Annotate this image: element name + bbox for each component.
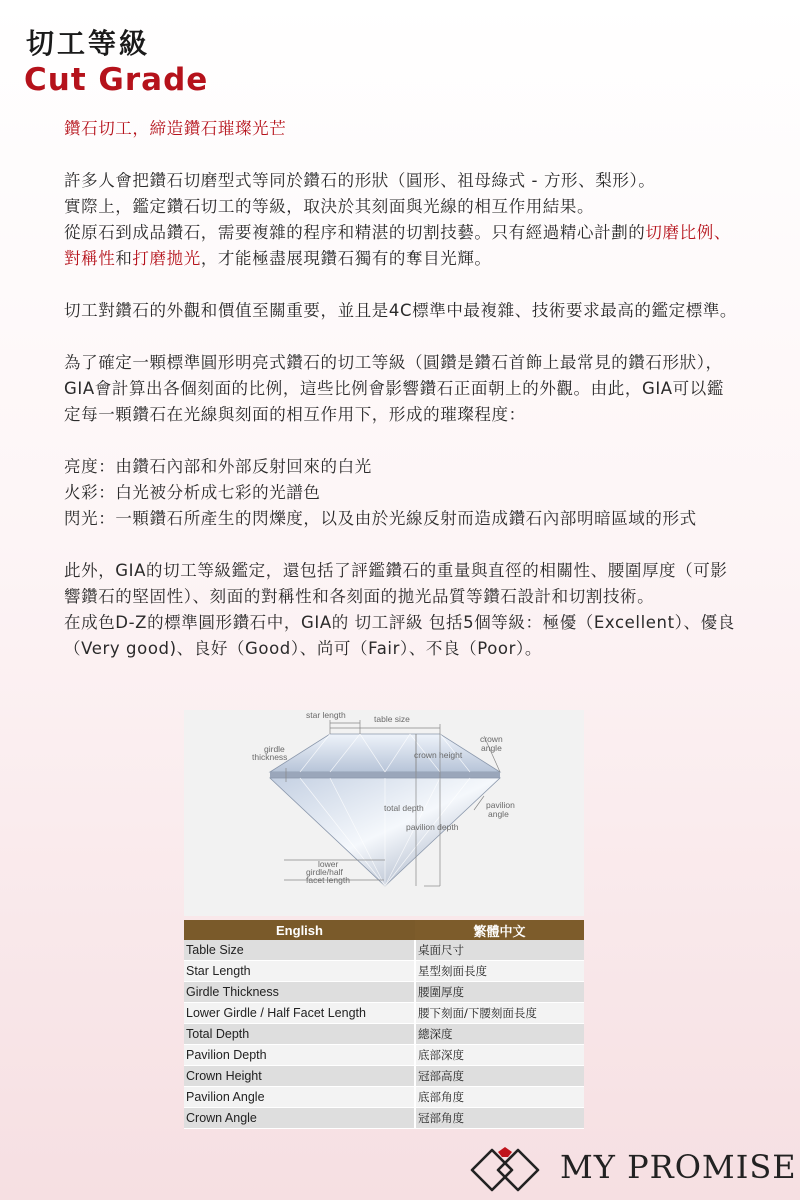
def-desc: 白光被分析成七彩的光譜色 xyxy=(115,483,321,502)
highlight-polish: 打磨拋光 xyxy=(132,249,201,268)
cell-en: Crown Height xyxy=(184,1066,415,1087)
paragraph-5: 在成色D-Z的標準圓形鑽石中，GIA的 切工評級 包括5個等級：極優（Excellent）、優良（Very good)、良好（Good）、尚可（Fair）、不良（Poor）。 xyxy=(64,613,735,658)
cell-zh: 底部角度 xyxy=(415,1087,584,1108)
terminology-table-wrap xyxy=(184,920,584,1129)
highlight-separator: 、 xyxy=(713,223,731,242)
article-subtitle: 鑽石切工，締造鑽石璀璨光芒 xyxy=(64,119,287,138)
table-row xyxy=(184,1087,584,1108)
def-desc: 一顆鑽石所產生的閃爍度，以及由於光線反射而造成鑽石內部明暗區域的形式 xyxy=(115,509,697,528)
def-desc: 由鑽石內部和外部反射回來的白光 xyxy=(115,457,372,476)
terminology-table xyxy=(184,920,584,1129)
highlight-cut-proportion: 切磨比例 xyxy=(645,223,714,242)
label-lower: lower xyxy=(318,859,339,869)
label-pavilion: pavilion xyxy=(486,800,515,810)
cell-zh: 冠部角度 xyxy=(415,1108,584,1129)
cell-zh: 腰圍厚度 xyxy=(415,982,584,1003)
cell-en: Total Depth xyxy=(184,1024,415,1045)
cell-zh: 底部深度 xyxy=(415,1045,584,1066)
article-body xyxy=(64,116,740,662)
cell-en: Star Length xyxy=(184,961,415,982)
header-chinese: 繁體中文 xyxy=(415,920,584,940)
definition-scintillation xyxy=(64,506,740,532)
label-facet-length: facet length xyxy=(306,875,350,885)
label-thickness: thickness xyxy=(252,752,288,762)
brand-logo xyxy=(468,1144,798,1196)
p1-line1: 許多人會把鑽石切磨型式等同於鑽石的形狀（圓形、祖母綠式 - 方形、梨形）。 xyxy=(64,171,656,190)
label-crown-angle: angle xyxy=(481,743,502,753)
page-title-zh: 切工等級 xyxy=(26,27,151,60)
header-english: English xyxy=(184,920,415,940)
paragraph-1 xyxy=(64,168,740,272)
cell-en: Crown Angle xyxy=(184,1108,415,1129)
table-row xyxy=(184,1045,584,1066)
def-term: 亮度： xyxy=(64,457,116,476)
paragraph-4: 此外，GIA的切工等級鑑定，還包括了評鑑鑽石的重量與直徑的相關性、腰圍厚度（可影響鑽石的堅固性）、刻面的對稱性和各刻面的拋光品質等鑽石設計和切割技術。 xyxy=(64,561,728,606)
paragraph-3: 為了確定一顆標準圓形明亮式鑽石的切工等級（圓鑽是鑽石首飾上最常見的鑽石形狀），GIA會計算出各個刻面的比例，這些比例會影響鑽石正面朝上的外觀。由此，GIA可以鑑定每一顆鑽石在光線與刻面的相互作用下，形成的璀璨程度： xyxy=(64,353,724,424)
p1-line2: 實際上，鑑定鑽石切工的等級，取決於其刻面與光線的相互作用結果。 xyxy=(64,197,595,216)
def-term: 火彩： xyxy=(64,483,116,502)
diamond-girdle-shape xyxy=(270,772,500,778)
definition-brightness xyxy=(64,454,740,480)
cell-en: Pavilion Depth xyxy=(184,1045,415,1066)
cell-zh: 總深度 xyxy=(415,1024,584,1045)
cell-zh: 腰下刻面/下腰刻面長度 xyxy=(415,1003,584,1024)
label-crown: crown xyxy=(480,734,503,744)
p1-line3a: 從原石到成品鑽石，需要複雜的程序和精湛的切割技藝。只有經過精心計劃的 xyxy=(64,223,646,242)
cell-zh: 星型刻面長度 xyxy=(415,961,584,982)
cell-zh: 冠部高度 xyxy=(415,1066,584,1087)
diamond-svg xyxy=(184,710,584,916)
brand-mark-icon xyxy=(468,1144,554,1196)
diamond-proportion-diagram xyxy=(184,710,584,916)
table-row xyxy=(184,1108,584,1129)
p1-and: 和 xyxy=(115,249,133,268)
cell-en: Table Size xyxy=(184,940,415,961)
table-row xyxy=(184,982,584,1003)
label-girdle: girdle xyxy=(264,744,285,754)
table-header-row xyxy=(184,920,584,940)
cell-zh: 桌面尺寸 xyxy=(415,940,584,961)
brand-name: MY PROMISE xyxy=(560,1148,797,1186)
table-row xyxy=(184,1003,584,1024)
label-table-size: table size xyxy=(374,714,410,724)
cell-en: Girdle Thickness xyxy=(184,982,415,1003)
label-total-depth: total depth xyxy=(384,803,424,813)
label-crown-height: crown height xyxy=(414,750,463,760)
label-pavilion-angle: angle xyxy=(488,809,509,819)
table-row xyxy=(184,940,584,961)
page-title-en: Cut Grade xyxy=(24,62,209,98)
paragraph-2: 切工對鑽石的外觀和價值至關重要，並且是4C標準中最複雜、技術要求最高的鑑定標準。 xyxy=(64,301,738,320)
cell-en: Lower Girdle / Half Facet Length xyxy=(184,1003,415,1024)
label-pavilion-depth: pavilion depth xyxy=(406,822,459,832)
cell-en: Pavilion Angle xyxy=(184,1087,415,1108)
label-star-length: star length xyxy=(306,710,346,720)
definition-fire xyxy=(64,480,740,506)
p1-line3b: ，才能極盡展現鑽石獨有的奪目光輝。 xyxy=(200,249,492,268)
label-girdle-half: girdle/half xyxy=(306,867,343,877)
highlight-symmetry: 對稱性 xyxy=(64,249,116,268)
def-term: 閃光： xyxy=(64,509,116,528)
table-row xyxy=(184,961,584,982)
table-row xyxy=(184,1066,584,1087)
brand-accent-gem-icon xyxy=(498,1147,512,1157)
table-row xyxy=(184,1024,584,1045)
